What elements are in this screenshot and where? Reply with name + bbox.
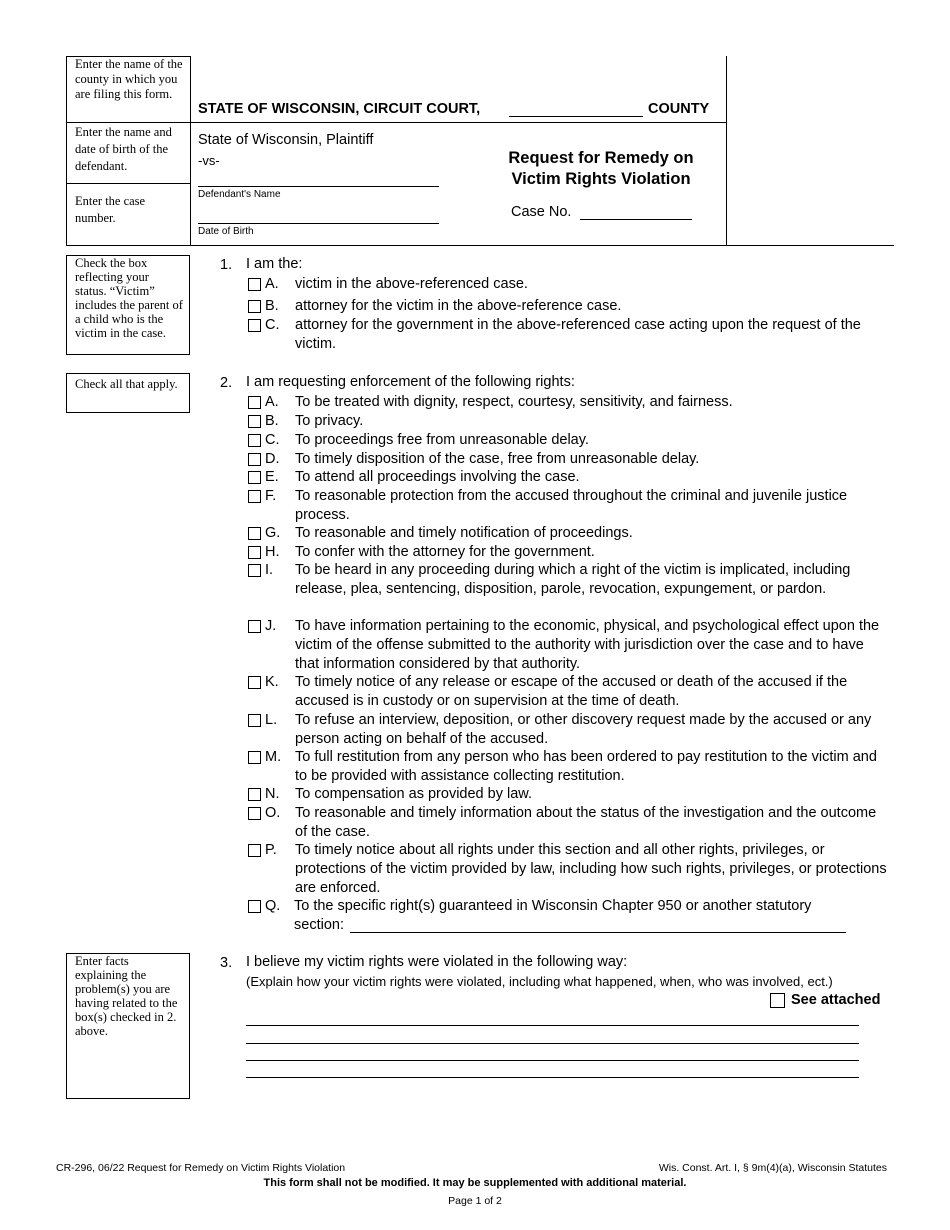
defendant-name-line[interactable]	[198, 186, 439, 187]
right-text-b: To privacy.	[295, 413, 364, 429]
see-attached-label: See attached	[791, 992, 881, 1008]
facts-note: Enter facts explaining the problem(s) you are having related to the box(s) checked in 2. above.	[66, 953, 190, 1099]
right-text-d: To timely disposition of the case, free from unreasonable delay.	[295, 451, 700, 467]
statutory-section-line[interactable]	[350, 932, 846, 933]
right-letter-e: E.	[265, 469, 279, 485]
form-title	[470, 148, 732, 190]
right-text-c: To proceedings free from unreasonable delay.	[295, 432, 589, 448]
right-letter-i: I.	[265, 562, 274, 578]
right-letter-d: D.	[265, 451, 280, 467]
right-letter-j: J.	[265, 618, 277, 634]
plaintiff-label: State of Wisconsin, Plaintiff	[198, 132, 374, 148]
right-text-q	[294, 897, 886, 935]
right-checkbox-j[interactable]	[248, 620, 261, 633]
section2-prompt: I am requesting enforcement of the following rights:	[246, 374, 575, 390]
page-number: Page 1 of 2	[448, 1195, 502, 1207]
explanation-line-3[interactable]	[246, 1060, 859, 1061]
right-checkbox-i[interactable]	[248, 564, 261, 577]
court-caption	[198, 101, 480, 117]
court-prefix: STATE OF WISCONSIN, CIRCUIT COURT,	[198, 101, 481, 117]
right-text-n: To compensation as provided by law.	[295, 786, 532, 802]
status-letter-c: C.	[265, 317, 280, 333]
right-text-k: To timely notice of any release or escape of the accused or death of the accused if the accused is in custody or on supervision at the time of death.	[295, 674, 848, 709]
status-text-c: attorney for the government in the above-referenced case acting upon the request of the victim.	[295, 317, 861, 352]
right-checkbox-p[interactable]	[248, 844, 261, 857]
right-checkbox-d[interactable]	[248, 453, 261, 466]
right-text-g: To reasonable and timely notification of proceedings.	[295, 525, 633, 541]
section3-prompt: I believe my victim rights were violated in the following way:	[246, 954, 628, 970]
right-checkbox-b[interactable]	[248, 415, 261, 428]
right-checkbox-l[interactable]	[248, 714, 261, 727]
right-letter-h: H.	[265, 544, 280, 560]
modification-notice: This form shall not be modified. It may be supplemented with additional material.	[263, 1177, 687, 1189]
right-letter-o: O.	[265, 805, 281, 821]
status-checkbox-b[interactable]	[248, 300, 261, 313]
right-text-q-line2: section:	[294, 917, 344, 933]
explanation-line-4[interactable]	[246, 1077, 859, 1078]
header-row-divider-1	[66, 122, 726, 123]
case-number-note: Enter the case number.	[75, 194, 146, 225]
right-checkbox-a[interactable]	[248, 396, 261, 409]
right-text-a: To be treated with dignity, respect, courtesy, sensitivity, and fairness.	[295, 394, 733, 410]
county-note: Enter the name of the county in which you are filing this form.	[75, 57, 183, 101]
court-suffix: COUNTY	[648, 101, 710, 117]
right-letter-a: A.	[265, 394, 279, 410]
county-input-line[interactable]	[509, 116, 643, 117]
statute-reference: Wis. Const. Art. I, § 9m(4)(a), Wisconsin Statutes	[658, 1162, 887, 1174]
right-text-i: To be heard in any proceeding during which a right of the victim is implicated, including release, plea, sentencing, disposition, parole, revocation, expungement, or pardon.	[295, 562, 851, 597]
right-letter-c: C.	[265, 432, 280, 448]
section1-prompt: I am the:	[246, 256, 303, 272]
form-id: CR-296, 06/22 Request for Remedy on Victim Rights Violation	[56, 1162, 346, 1174]
status-text-b: attorney for the victim in the above-reference case.	[295, 298, 622, 314]
right-letter-l: L.	[265, 712, 278, 728]
see-attached-checkbox[interactable]	[770, 993, 785, 1008]
right-checkbox-n[interactable]	[248, 788, 261, 801]
status-letter-b: B.	[265, 298, 279, 314]
status-checkbox-a[interactable]	[248, 278, 261, 291]
right-letter-f: F.	[265, 488, 277, 504]
status-text-a: victim in the above-referenced case.	[295, 276, 528, 292]
explanation-line-1[interactable]	[246, 1025, 859, 1026]
right-letter-q: Q.	[265, 898, 281, 914]
right-checkbox-c[interactable]	[248, 434, 261, 447]
right-text-q-line1: To the specific right(s) guaranteed in Wisconsin Chapter 950 or another statutory	[294, 898, 812, 914]
right-letter-n: N.	[265, 786, 280, 802]
right-checkbox-f[interactable]	[248, 490, 261, 503]
right-checkbox-e[interactable]	[248, 471, 261, 484]
section3-instruction: (Explain how your victim rights were violated, including what happened, when, who was involved, ect.)	[246, 974, 833, 989]
header-divider	[190, 56, 191, 245]
section3-number: 3.	[220, 955, 233, 971]
vs-label: -vs-	[198, 153, 220, 168]
right-text-e: To attend all proceedings involving the case.	[295, 469, 580, 485]
header-border-bottom	[66, 245, 894, 246]
right-text-f: To reasonable protection from the accused throughout the criminal and juvenile justice process.	[295, 488, 848, 523]
case-no-input-line[interactable]	[580, 219, 692, 220]
right-checkbox-o[interactable]	[248, 807, 261, 820]
right-letter-g: G.	[265, 525, 281, 541]
section2-number: 2.	[220, 375, 233, 391]
form-title-line2: Victim Rights Violation	[511, 170, 691, 188]
right-text-p: To timely notice about all rights under this section and all other rights, privileges, or protections of the victim provided by law, including how such rights, privileges, or protections are enforced.	[295, 842, 887, 896]
defendant-note: Enter the name and date of birth of the defendant.	[75, 125, 172, 173]
right-text-h: To confer with the attorney for the government.	[295, 544, 595, 560]
form-title-line1: Request for Remedy on	[508, 149, 694, 167]
right-text-l: To refuse an interview, deposition, or other discovery request made by the accused or any person acting on behalf of the accused.	[295, 712, 872, 747]
explanation-line-2[interactable]	[246, 1043, 859, 1044]
right-letter-m: M.	[265, 749, 282, 765]
right-letter-b: B.	[265, 413, 279, 429]
right-checkbox-m[interactable]	[248, 751, 261, 764]
right-text-m: To full restitution from any person who has been ordered to pay restitution to the victim and to be provided with assistance collecting restitution.	[295, 749, 877, 784]
status-letter-a: A.	[265, 276, 279, 292]
section1-number: 1.	[220, 257, 233, 273]
status-checkbox-c[interactable]	[248, 319, 261, 332]
right-checkbox-h[interactable]	[248, 546, 261, 559]
rights-note: Check all that apply.	[66, 373, 190, 413]
header-border-left	[66, 56, 67, 245]
defendant-name-label: Defendant's Name	[198, 189, 281, 200]
right-text-o: To reasonable and timely information about the status of the investigation and the outcome of the case.	[295, 805, 877, 840]
right-checkbox-g[interactable]	[248, 527, 261, 540]
dob-label: Date of Birth	[198, 226, 254, 237]
case-no-label: Case No.	[511, 204, 572, 220]
dob-line[interactable]	[198, 223, 439, 224]
right-checkbox-q[interactable]	[248, 900, 261, 913]
right-letter-k: K.	[265, 674, 279, 690]
header-row-divider-2	[66, 183, 190, 184]
right-letter-p: P.	[265, 842, 277, 858]
status-note: Check the box reflecting your status. “Victim” includes the parent of a child who is the victim in the case.	[66, 255, 190, 355]
right-text-j: To have information pertaining to the economic, physical, and psychological effect upon the victim of the offense submitted to the authority with jurisdiction over the case and to have that information considered by that authority.	[295, 618, 880, 672]
right-checkbox-k[interactable]	[248, 676, 261, 689]
